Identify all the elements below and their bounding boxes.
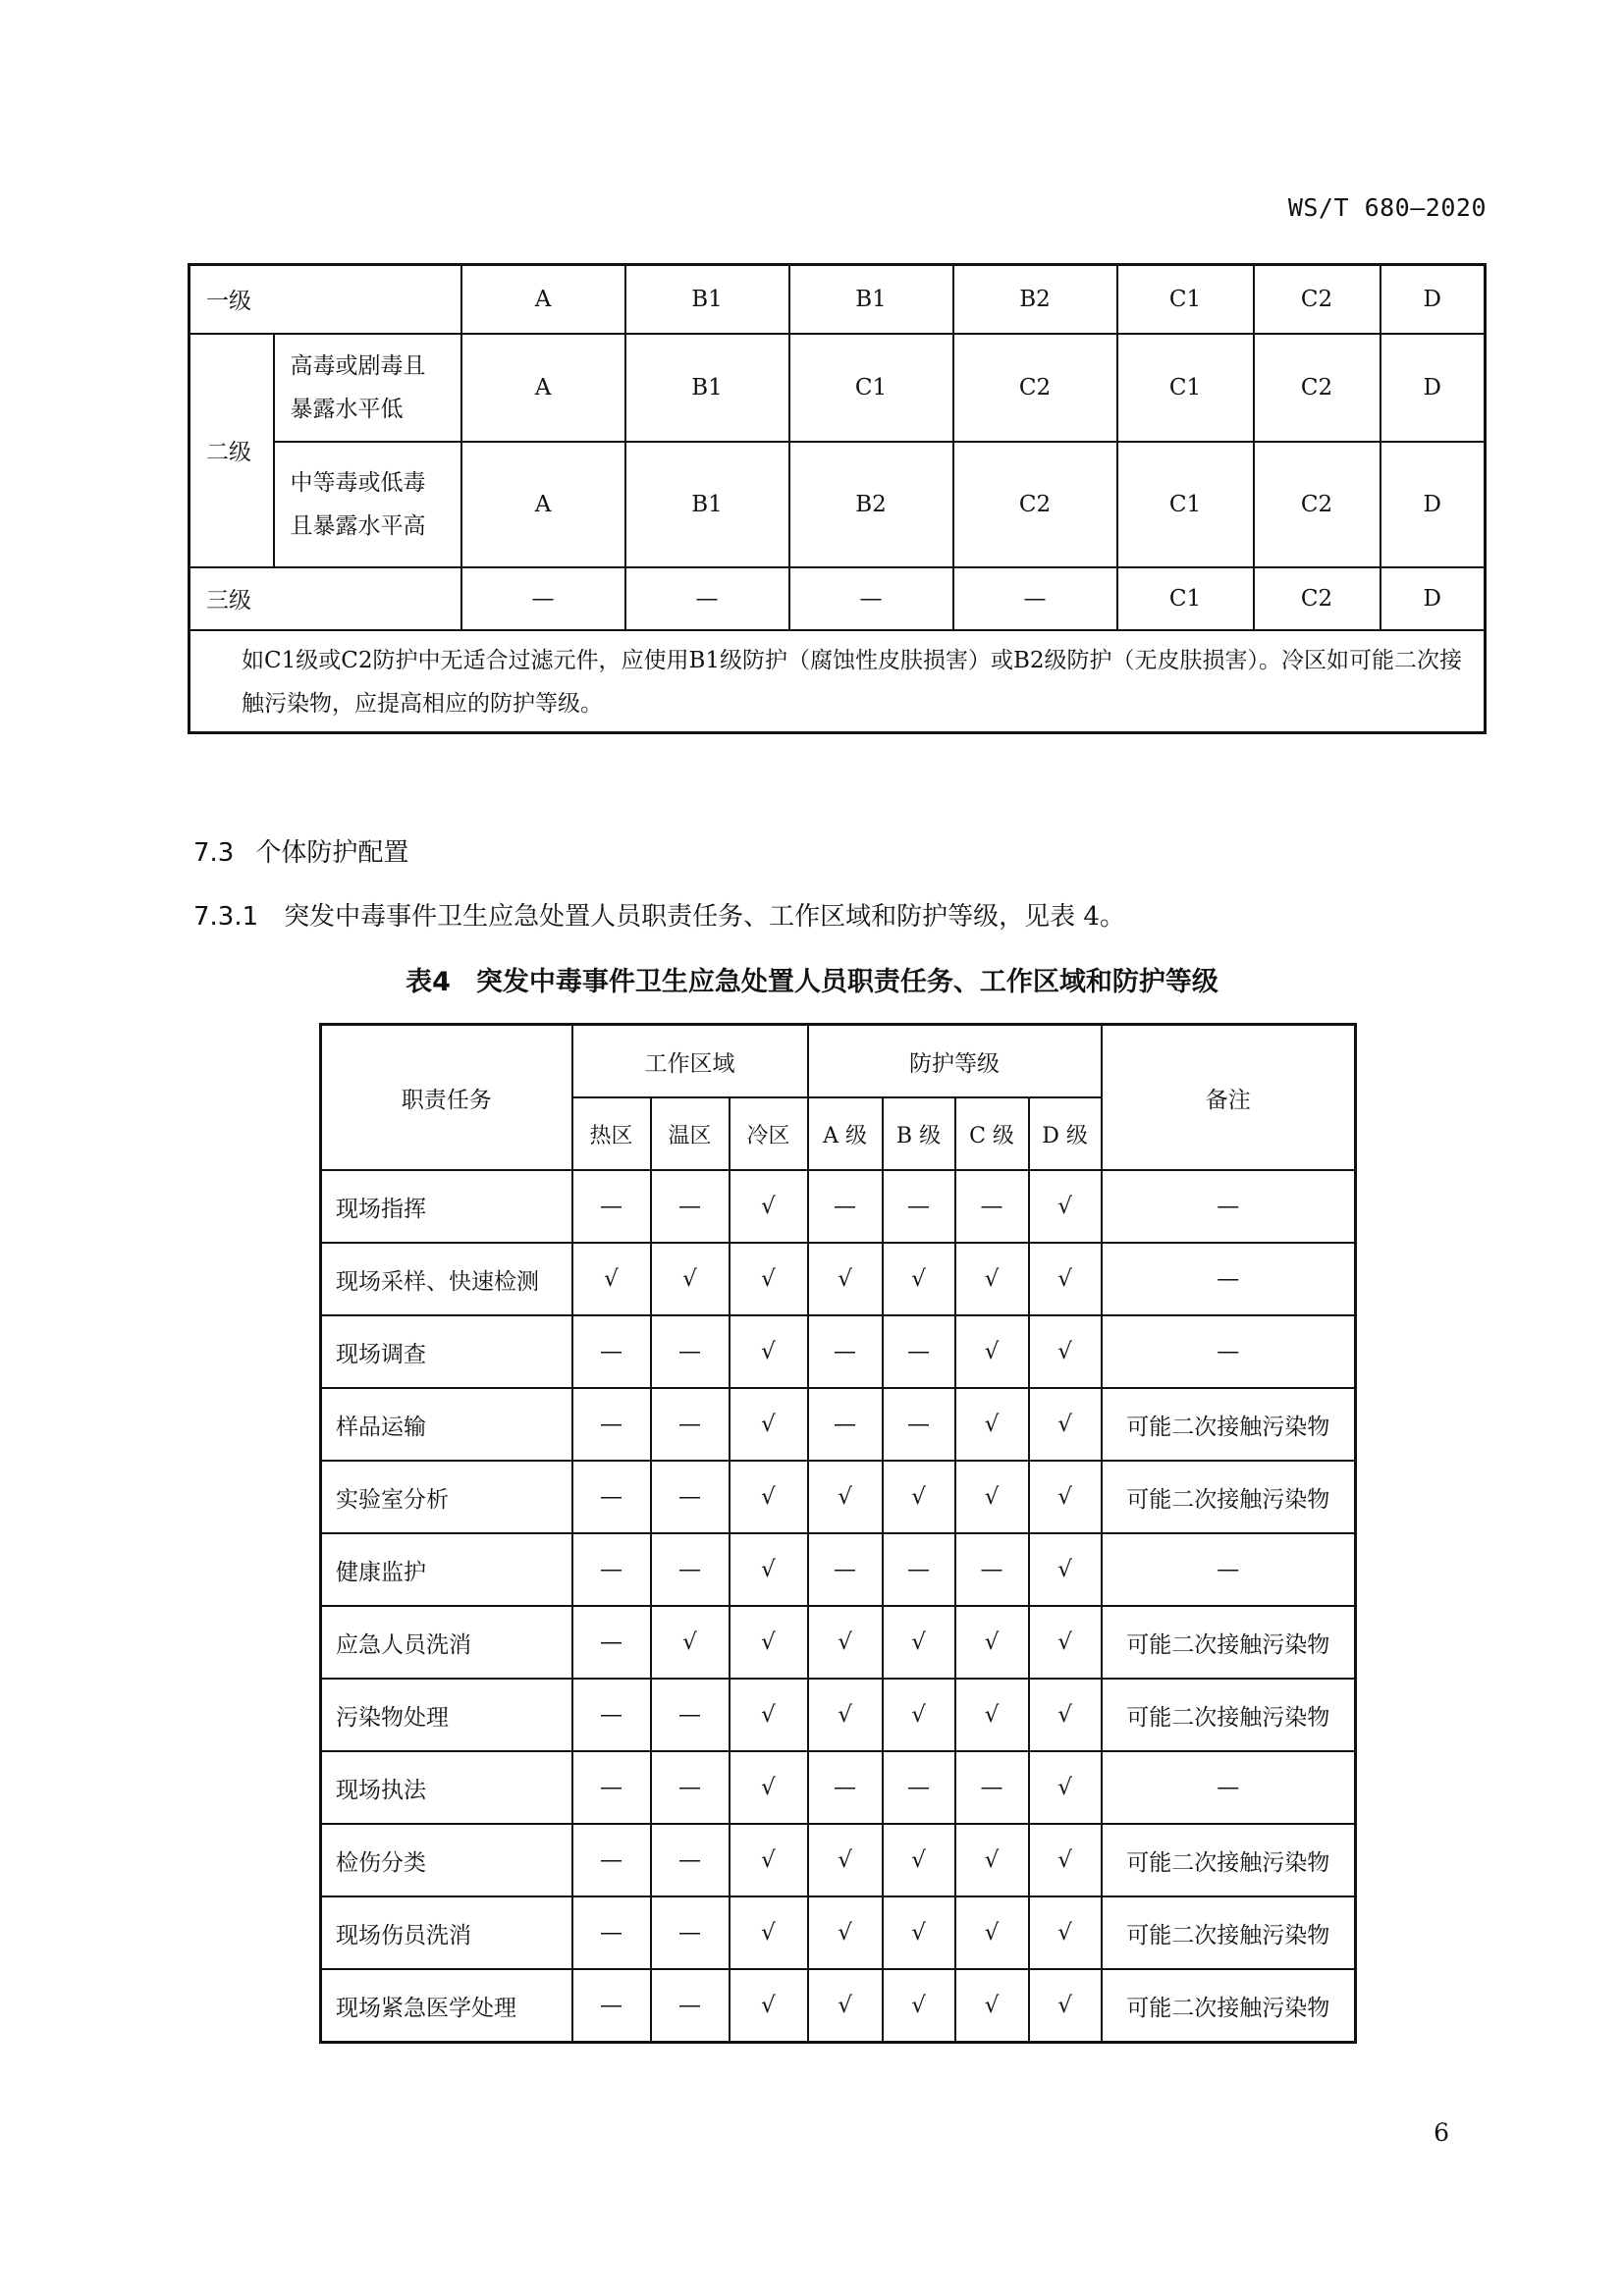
remark-cell: — [1102,1533,1356,1606]
mark-cell: — [651,1969,730,2043]
mark-cell: √ [955,1679,1029,1751]
mark-cell: — [883,1315,955,1388]
mark-cell: √ [808,1243,883,1315]
table-row [321,1679,1356,1751]
mark-cell: √ [883,1606,955,1679]
grade-cell: C2 [1254,265,1380,334]
grade-cell: — [625,567,789,630]
mark-cell: — [572,1896,651,1969]
mark-cell: √ [955,1969,1029,2043]
mark-cell: — [572,1170,651,1243]
grade-cell: B2 [789,442,953,567]
grade-cell: D [1380,567,1486,630]
mark-cell: — [651,1824,730,1896]
mark-cell: — [883,1533,955,1606]
level-cell: 三级 [189,567,461,630]
mark-cell: √ [808,1824,883,1896]
grade-cell: B1 [789,265,953,334]
header-task: 职责任务 [321,1025,572,1171]
grade-cell: C2 [953,442,1117,567]
mark-cell: — [572,1824,651,1896]
mark-cell: √ [955,1606,1029,1679]
grade-cell: C2 [1254,567,1380,630]
mark-cell: √ [730,1170,808,1243]
header-remark: 备注 [1102,1025,1356,1171]
mark-cell: — [651,1170,730,1243]
grade-cell: — [953,567,1117,630]
mark-cell: √ [883,1969,955,2043]
header-zone-warm: 温区 [651,1097,730,1170]
mark-cell: — [808,1533,883,1606]
sub-level-cell: 中等毒或低毒 且暴露水平高 [274,442,461,567]
mark-cell: √ [1029,1606,1102,1679]
mark-cell: √ [1029,1243,1102,1315]
mark-cell: √ [1029,1751,1102,1824]
table-row [321,1751,1356,1824]
remark-cell: 可能二次接触污染物 [1102,1896,1356,1969]
task-cell: 现场紧急医学处理 [321,1969,572,2043]
mark-cell: — [651,1679,730,1751]
mark-cell: √ [1029,1461,1102,1533]
mark-cell: √ [1029,1388,1102,1461]
mark-cell: √ [730,1751,808,1824]
mark-cell: — [572,1315,651,1388]
mark-cell: √ [651,1243,730,1315]
mark-cell: √ [883,1243,955,1315]
table-row [321,1461,1356,1533]
mark-cell: — [883,1388,955,1461]
mark-cell: √ [808,1606,883,1679]
grade-cell: D [1380,334,1486,442]
grade-cell: C1 [1117,567,1254,630]
standard-code: WS/T 680—2020 [1287,193,1487,222]
section-title: 个体防护配置 [255,838,409,868]
grade-cell: B1 [625,442,789,567]
grade-cell: C2 [1254,334,1380,442]
mark-cell: √ [1029,1315,1102,1388]
header-level-c: C 级 [955,1097,1029,1170]
mark-cell: √ [808,1969,883,2043]
table-row [321,1533,1356,1606]
grade-cell: C1 [789,334,953,442]
remark-cell: — [1102,1243,1356,1315]
sub-level-cell: 高毒或剧毒且 暴露水平低 [274,334,461,442]
header-level-a: A 级 [808,1097,883,1170]
grade-cell: C1 [1117,265,1254,334]
mark-cell: — [808,1315,883,1388]
mark-cell: — [883,1751,955,1824]
table-4-number: 表4 [406,967,451,997]
mark-cell: — [808,1388,883,1461]
table-row [321,1388,1356,1461]
note-row [189,630,1486,733]
mark-cell: √ [730,1533,808,1606]
remark-cell: 可能二次接触污染物 [1102,1969,1356,2043]
mark-cell: √ [883,1824,955,1896]
mark-cell: √ [808,1461,883,1533]
table-row [189,567,1486,630]
grade-cell: B1 [625,265,789,334]
grade-cell: C1 [1117,334,1254,442]
grade-cell: B1 [625,334,789,442]
mark-cell: — [883,1170,955,1243]
remark-cell: — [1102,1315,1356,1388]
level-cell: 二级 [189,334,274,567]
mark-cell: √ [1029,1170,1102,1243]
mark-cell: √ [1029,1824,1102,1896]
mark-cell: √ [955,1461,1029,1533]
table-row [321,1315,1356,1388]
table-row [321,1606,1356,1679]
grade-cell: A [461,334,625,442]
level-cell: 一级 [189,265,461,334]
mark-cell: √ [808,1896,883,1969]
mark-cell: — [572,1533,651,1606]
mark-cell: — [572,1969,651,2043]
table-3-continued [188,263,1487,734]
table-row [321,1824,1356,1896]
task-cell: 实验室分析 [321,1461,572,1533]
remark-cell: 可能二次接触污染物 [1102,1388,1356,1461]
mark-cell: — [651,1896,730,1969]
header-level-group: 防护等级 [808,1025,1102,1098]
mark-cell: — [572,1388,651,1461]
mark-cell: — [572,1606,651,1679]
grade-cell: C1 [1117,442,1254,567]
remark-cell: 可能二次接触污染物 [1102,1461,1356,1533]
grade-cell: — [461,567,625,630]
table-4-caption [0,960,1624,998]
mark-cell: — [808,1170,883,1243]
mark-cell: √ [730,1315,808,1388]
section-number: 7.3 [193,838,235,868]
mark-cell: — [651,1388,730,1461]
task-cell: 检伤分类 [321,1824,572,1896]
mark-cell: — [955,1170,1029,1243]
paragraph-text: 突发中毒事件卫生应急处置人员职责任务、工作区域和防护等级，见表 4。 [284,902,1125,932]
table-row [321,1170,1356,1243]
mark-cell: — [955,1533,1029,1606]
remark-cell: — [1102,1170,1356,1243]
mark-cell: √ [651,1606,730,1679]
mark-cell: √ [883,1679,955,1751]
task-cell: 健康监护 [321,1533,572,1606]
paragraph-number: 7.3.1 [193,902,259,932]
mark-cell: √ [955,1824,1029,1896]
mark-cell: — [572,1751,651,1824]
header-zone-hot: 热区 [572,1097,651,1170]
mark-cell: √ [730,1969,808,2043]
task-cell: 样品运输 [321,1388,572,1461]
grade-cell: B2 [953,265,1117,334]
mark-cell: — [955,1751,1029,1824]
table-4 [319,1023,1357,2044]
mark-cell: √ [955,1243,1029,1315]
mark-cell: √ [730,1896,808,1969]
mark-cell: √ [730,1606,808,1679]
grade-cell: D [1380,442,1486,567]
table-row [321,1896,1356,1969]
mark-cell: √ [1029,1896,1102,1969]
mark-cell: √ [730,1824,808,1896]
task-cell: 应急人员洗消 [321,1606,572,1679]
remark-cell: — [1102,1751,1356,1824]
mark-cell: — [651,1461,730,1533]
mark-cell: √ [808,1679,883,1751]
grade-cell: C2 [1254,442,1380,567]
task-cell: 现场伤员洗消 [321,1896,572,1969]
remark-cell: 可能二次接触污染物 [1102,1679,1356,1751]
table-4-title: 突发中毒事件卫生应急处置人员职责任务、工作区域和防护等级 [475,967,1218,997]
mark-cell: √ [572,1243,651,1315]
grade-cell: D [1380,265,1486,334]
mark-cell: √ [730,1388,808,1461]
mark-cell: √ [730,1679,808,1751]
task-cell: 污染物处理 [321,1679,572,1751]
mark-cell: √ [883,1461,955,1533]
grade-cell: — [789,567,953,630]
mark-cell: √ [1029,1679,1102,1751]
remark-cell: 可能二次接触污染物 [1102,1606,1356,1679]
table-row [189,442,1486,567]
mark-cell: — [651,1315,730,1388]
mark-cell: √ [1029,1533,1102,1606]
grade-cell: A [461,442,625,567]
section-heading [193,832,408,869]
mark-cell: √ [730,1461,808,1533]
task-cell: 现场执法 [321,1751,572,1824]
header-zone-group: 工作区域 [572,1025,808,1098]
task-cell: 现场采样、快速检测 [321,1243,572,1315]
page-number: 6 [1434,2118,1449,2147]
mark-cell: — [808,1751,883,1824]
header-level-b: B 级 [883,1097,955,1170]
paragraph-7-3-1 [193,896,1125,933]
table-note: 如C1级或C2防护中无适合过滤元件，应使用B1级防护（腐蚀性皮肤损害）或B2级防护（无皮肤损害）。冷区如可能二次接触污染物，应提高相应的防护等级。 [189,630,1486,733]
mark-cell: √ [955,1896,1029,1969]
mark-cell: √ [730,1243,808,1315]
table-row [321,1969,1356,2043]
table-row [189,265,1486,334]
task-cell: 现场指挥 [321,1170,572,1243]
table-row [321,1243,1356,1315]
header-level-d: D 级 [1029,1097,1102,1170]
mark-cell: — [572,1679,651,1751]
mark-cell: √ [1029,1969,1102,2043]
mark-cell: — [651,1751,730,1824]
mark-cell: — [651,1533,730,1606]
table-row [189,334,1486,442]
grade-cell: C2 [953,334,1117,442]
mark-cell: √ [883,1896,955,1969]
mark-cell: √ [955,1388,1029,1461]
mark-cell: — [572,1461,651,1533]
task-cell: 现场调查 [321,1315,572,1388]
remark-cell: 可能二次接触污染物 [1102,1824,1356,1896]
grade-cell: A [461,265,625,334]
mark-cell: √ [955,1315,1029,1388]
header-zone-cold: 冷区 [730,1097,808,1170]
